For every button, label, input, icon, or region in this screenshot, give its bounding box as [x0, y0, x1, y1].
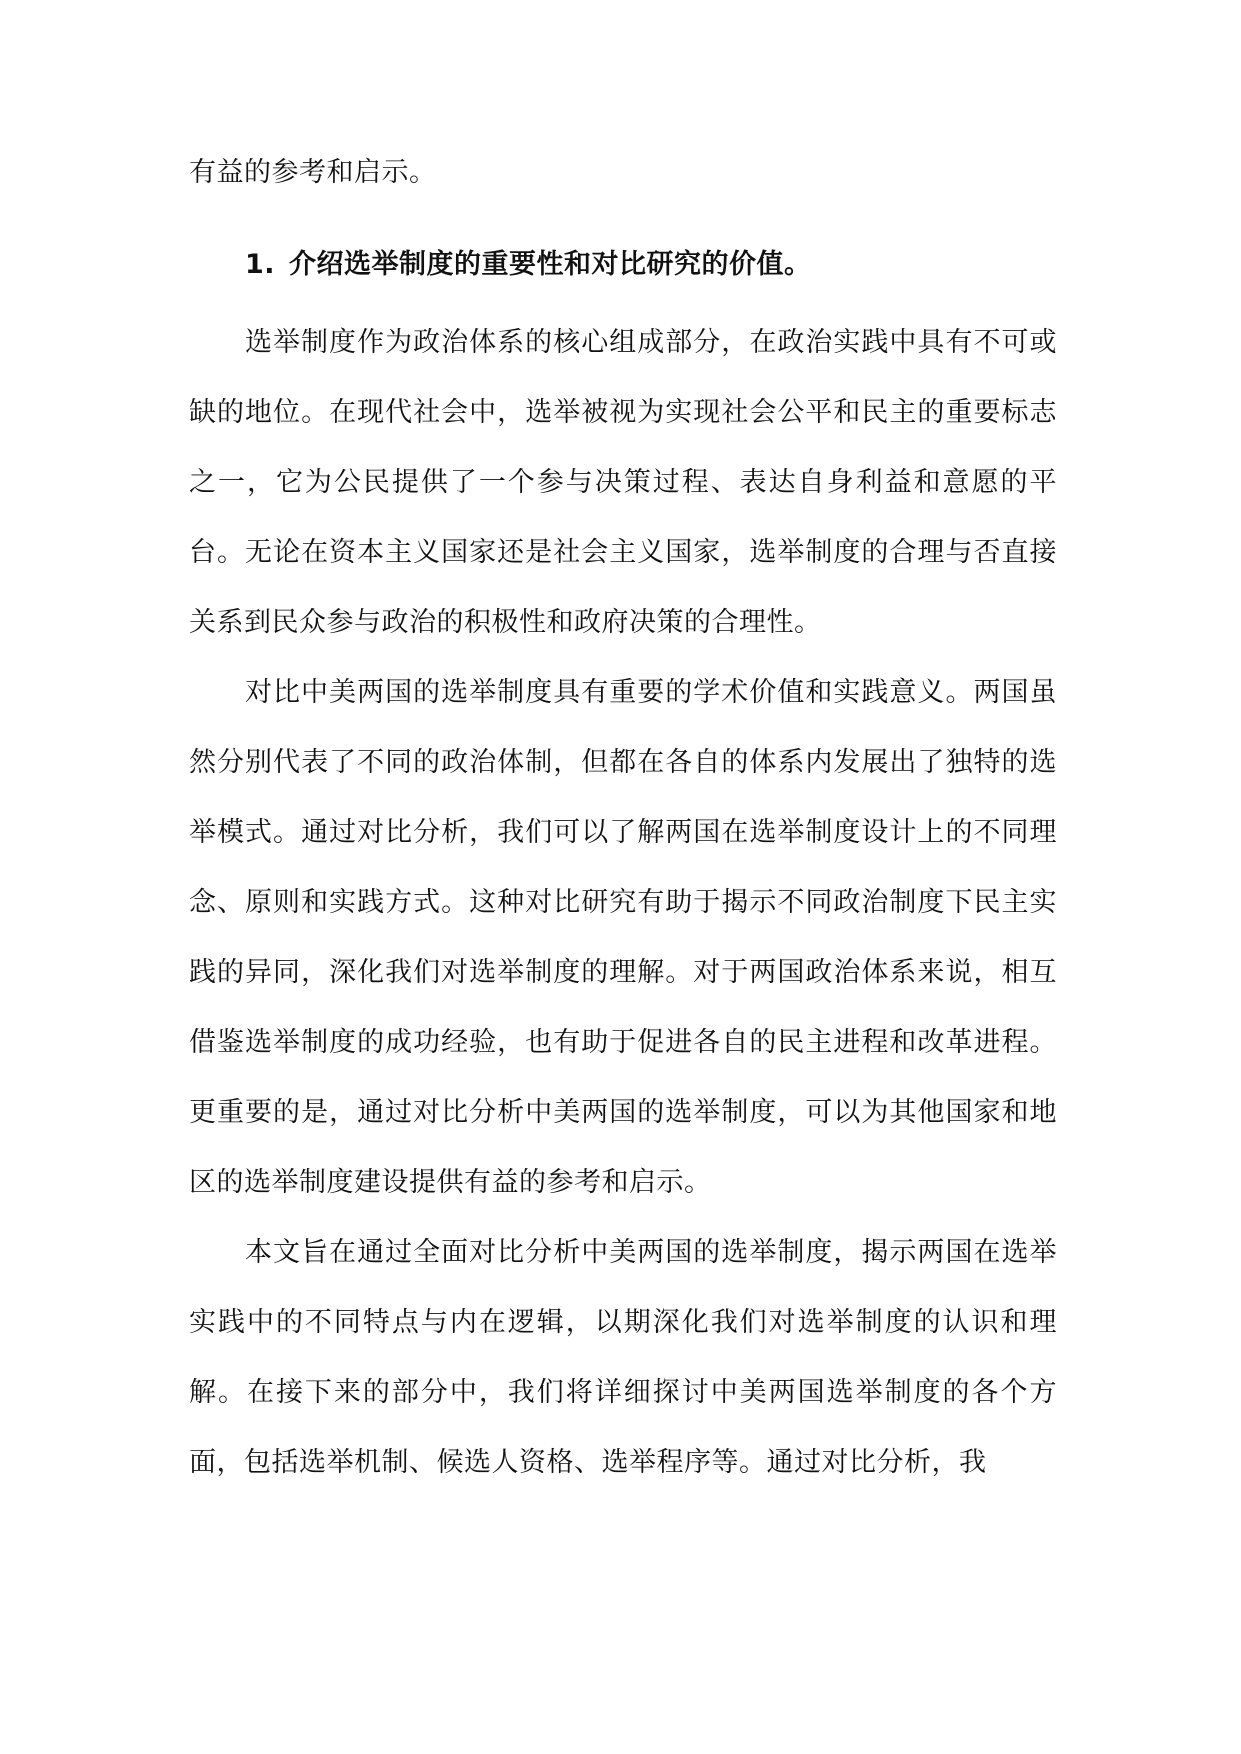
continuation-paragraph: 有益的参考和启示。	[189, 157, 437, 188]
document-body	[189, 138, 1057, 1498]
section-number: 1.	[245, 249, 276, 280]
body-paragraph-1: 选举制度作为政治体系的核心组成部分，在政治实践中具有不可或缺的地位。在现代社会中，选举被视为实现社会公平和民主的重要标志之一，它为公民提供了一个参与决策过程、表达自身利益和意愿的平台。无论在资本主义国家还是社会主义国家，选举制度的合理与否直接关系到民众参与政治的积极性和政府决策的合理性。	[189, 327, 1057, 638]
section-title: 介绍选举制度的重要性和对比研究的价值。	[289, 249, 812, 280]
body-paragraph-2: 对比中美两国的选举制度具有重要的学术价值和实践意义。两国虽然分别代表了不同的政治体制，但都在各自的体系内发展出了独特的选举模式。通过对比分析，我们可以了解两国在选举制度设计上的不同理念、原则和实践方式。这种对比研究有助于揭示不同政治制度下民主实践的异同，深化我们对选举制度的理解。对于两国政治体系来说，相互借鉴选举制度的成功经验，也有助于促进各自的民主进程和改革进程。更重要的是，通过对比分析中美两国的选举制度，可以为其他国家和地区的选举制度建设提供有益的参考和启示。	[189, 677, 1057, 1198]
body-paragraph-3: 本文旨在通过全面对比分析中美两国的选举制度，揭示两国在选举实践中的不同特点与内在逻辑，以期深化我们对选举制度的认识和理解。在接下来的部分中，我们将详细探讨中美两国选举制度的各个方面，包括选举机制、候选人资格、选举程序等。通过对比分析，我	[189, 1237, 1057, 1478]
section-heading	[189, 230, 1057, 300]
